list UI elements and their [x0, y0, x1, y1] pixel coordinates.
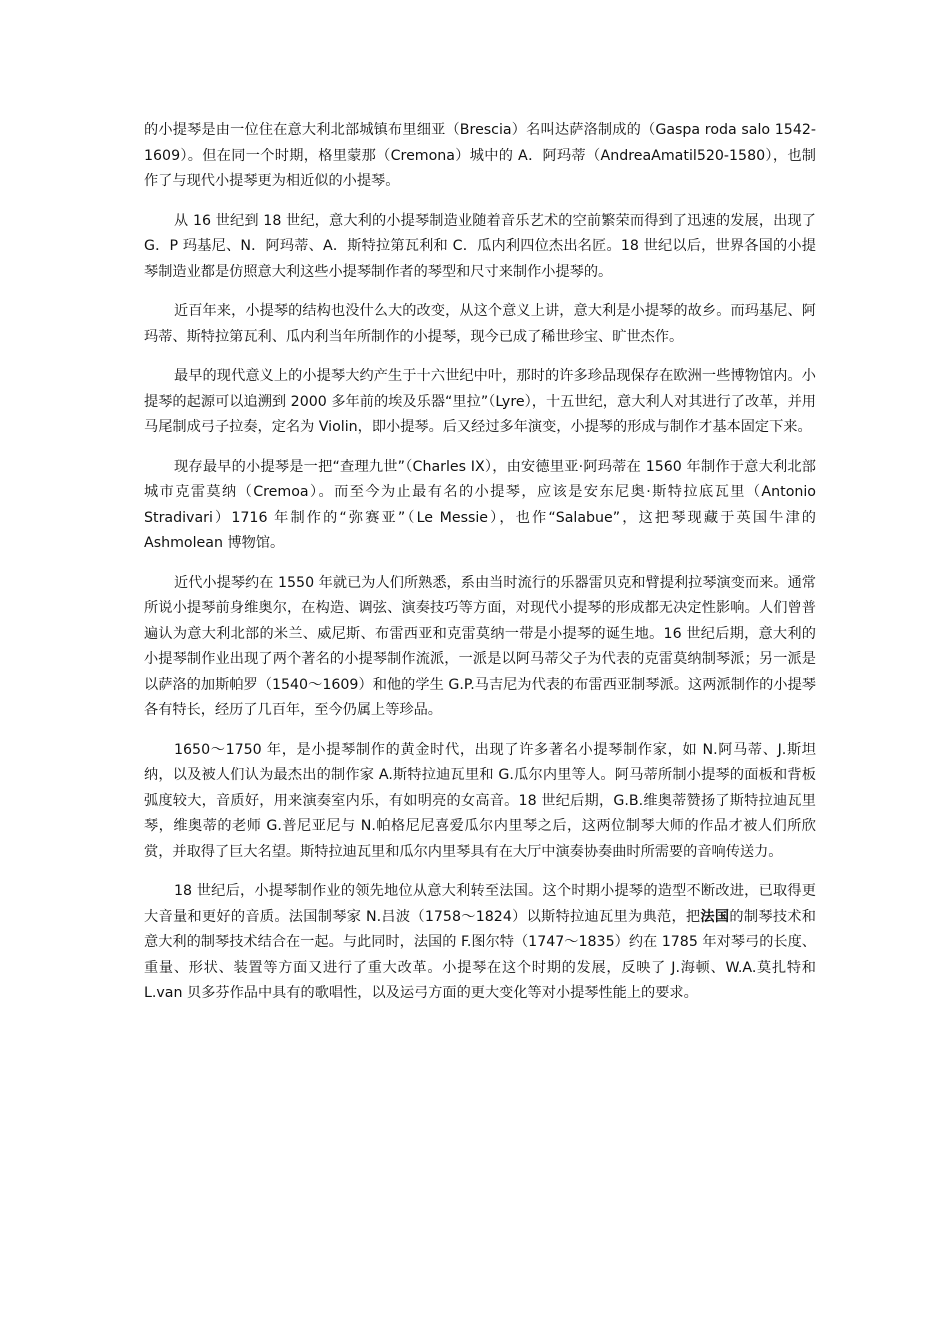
document-body — [144, 118, 816, 1021]
bold-term: 法国 — [700, 908, 730, 925]
paragraph-8 — [144, 879, 816, 1007]
paragraph-8-part-2: 的制琴技术和意大利的制琴技术结合在一起。与此同时，法国的 F.图尔特（1747～1835）约在 1785 年对琴弓的长度、重量、形状、装置等方面又进行了重大改革。小提琴在这个时期的发展，反映了 J.海顿、W.A.莫扎特和 L.van 贝多芬作品中具有的歌唱性，以及运弓方面的更大变化等对小提琴性能上的要求。 — [144, 908, 816, 1001]
paragraph-6: 近代小提琴约在 1550 年就已为人们所熟悉，系由当时流行的乐器雷贝克和臂提利拉琴演变而来。通常所说小提琴前身维奥尔，在构造、调弦、演奏技巧等方面，对现代小提琴的形成都无决定性影响。人们曾普遍认为意大利北部的米兰、威尼斯、布雷西亚和克雷莫纳一带是小提琴的诞生地。16 世纪后期，意大利的小提琴制作业出现了两个著名的小提琴制作流派，一派是以阿马蒂父子为代表的克雷莫纳制琴派；另一派是以萨洛的加斯帕罗（1540～1609）和他的学生 G.P.马吉尼为代表的布雷西亚制琴派。这两派制作的小提琴各有特长，经历了几百年，至今仍属上等珍品。 — [144, 574, 816, 718]
paragraph-4: 最早的现代意义上的小提琴大约产生于十六世纪中叶，那时的许多珍品现保存在欧洲一些博物馆内。小提琴的起源可以追溯到 2000 多年前的埃及乐器“里拉”（Lyre），十五世纪，意大利人对其进行了改革，并用马尾制成弓子拉奏，定名为 Violin，即小提琴。后又经过多年演变，小提琴的形成与制作才基本固定下来。 — [144, 368, 816, 435]
paragraph-2: 从 16 世纪到 18 世纪，意大利的小提琴制造业随着音乐艺术的空前繁荣而得到了迅速的发展，出现了 G．P 玛基尼、N．阿玛蒂、A．斯特拉第瓦利和 C．瓜内利四位杰出名匠。18 世纪以后，世界各国的小提琴制造业都是仿照意大利这些小提琴制作者的琴型和尺寸来制作小提琴的。 — [144, 212, 816, 280]
paragraph-8-part-1: 18 世纪后，小提琴制作业的领先地位从意大利转至法国。这个时期小提琴的造型不断改进，已取得更大音量和更好的音质。法国制琴家 N.吕波（1758～1824）以斯特拉迪瓦里为典范，把 — [144, 883, 816, 925]
paragraph-7: 1650～1750 年，是小提琴制作的黄金时代，出现了许多著名小提琴制作家，如 N.阿马蒂、J.斯坦纳，以及被人们认为最杰出的制作家 A.斯特拉迪瓦里和 G.瓜尔内里等人。阿马蒂所制小提琴的面板和背板弧度较大，音质好，用来演奏室内乐，有如明亮的女高音。18 世纪后期，G.B.维奥蒂赞扬了斯特拉迪瓦里琴，维奥蒂的老师 G.普尼亚尼与 N.帕格尼尼喜爱瓜尔内里琴之后，这两位制琴大师的作品才被人们所欣赏，并取得了巨大名望。斯特拉迪瓦里和瓜尔内里琴具有在大厅中演奏协奏曲时所需要的音响传送力。 — [144, 741, 816, 860]
paragraph-3: 近百年来，小提琴的结构也没什么大的改变，从这个意义上讲，意大利是小提琴的故乡。而玛基尼、阿玛蒂、斯特拉第瓦利、瓜内利当年所制作的小提琴，现今已成了稀世珍宝、旷世杰作。 — [144, 303, 816, 345]
paragraph-1: 的小提琴是由一位住在意大利北部城镇布里细亚（Brescia）名叫达萨洛制成的（Gaspa roda salo 1542-1609）。但在同一个时期，格里蒙那（Cremona）城中的 A．阿玛蒂（AndreaAmatil520-1580），也制作了与现代小提琴更为相近似的小提琴。 — [144, 122, 816, 189]
paragraph-5: 现存最早的小提琴是一把“查理九世”（Charles IX），由安德里亚·阿玛蒂在 1560 年制作于意大利北部城市克雷莫纳（Cremoa）。而至今为止最有名的小提琴，应该是安东尼奥·斯特拉底瓦里（Antonio Stradivari）1716 年制作的“弥赛亚”（Le Messie），也作“Salabue”，这把琴现藏于英国牛津的 Ashmolean 博物馆。 — [144, 458, 816, 551]
